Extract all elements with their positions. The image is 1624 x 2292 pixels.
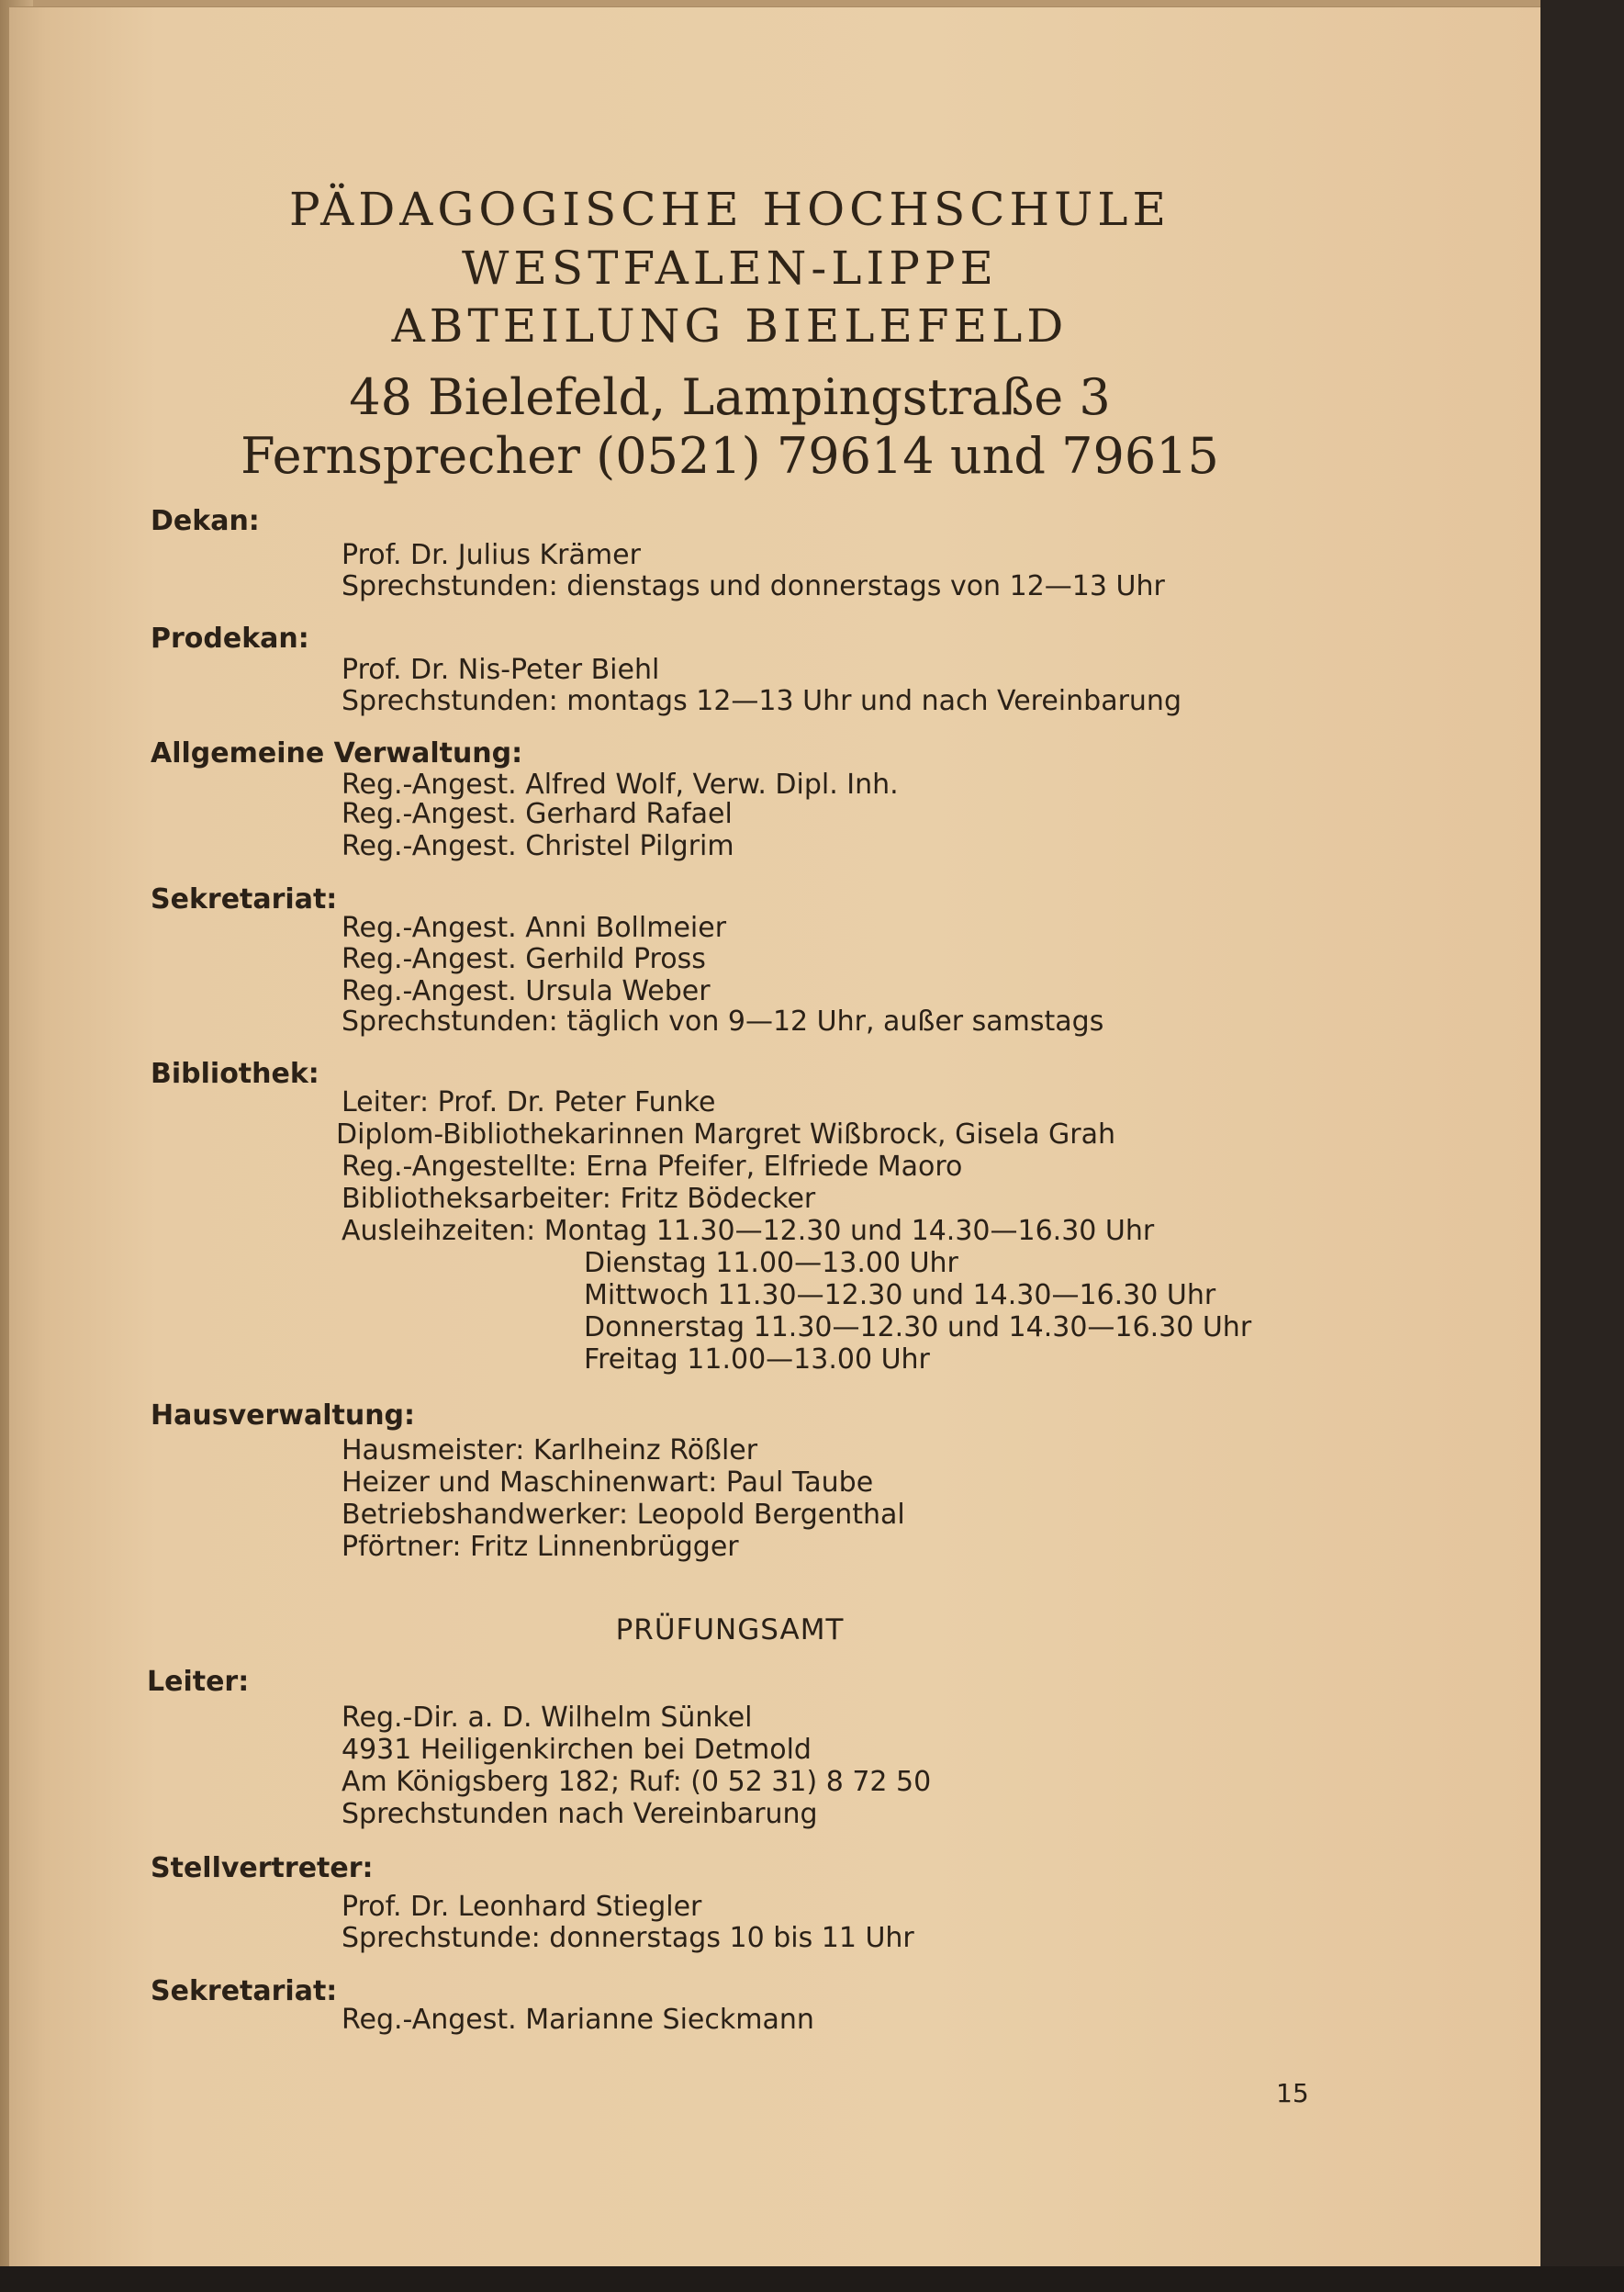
bibliothek-line: Reg.-Angestellte: Erna Pfeifer, Elfriede Maoro (342, 1151, 963, 1183)
bibliothek-time: Freitag 11.00—13.00 Uhr (584, 1343, 930, 1376)
hausverwaltung-line: Heizer und Maschinenwart: Paul Taube (342, 1466, 874, 1499)
bibliothek-line: Bibliotheksarbeiter: Fritz Bödecker (342, 1183, 816, 1215)
sekretariat-hours: Sprechstunden: täglich von 9—12 Uhr, außer samstags (342, 1006, 1104, 1038)
sekretariat-label: Sekretariat: (151, 883, 338, 916)
hausverwaltung-line: Pförtner: Fritz Linnenbrügger (342, 1531, 739, 1563)
pruefungsamt-leiter-line: Sprechstunden nach Vereinbarung (342, 1798, 818, 1830)
bibliothek-time: Donnerstag 11.30—12.30 und 14.30—16.30 Uhr (584, 1311, 1252, 1343)
institution-phone: Fernsprecher (0521) 79614 und 79615 (241, 427, 1219, 485)
pruefungsamt-leiter-line: 4931 Heiligenkirchen bei Detmold (342, 1734, 812, 1766)
pruefungsamt-stellvertreter-line: Sprechstunde: donnerstags 10 bis 11 Uhr (342, 1922, 914, 1954)
sekretariat-staff: Reg.-Angest. Ursula Weber (342, 975, 711, 1007)
institution-region: WESTFALEN-LIPPE (461, 242, 999, 295)
pruefungsamt-leiter-line: Reg.-Dir. a. D. Wilhelm Sünkel (342, 1702, 753, 1734)
prodekan-label: Prodekan: (151, 623, 309, 655)
pruefungsamt-stellvertreter-line: Prof. Dr. Leonhard Stiegler (342, 1891, 702, 1923)
prodekan-name: Prof. Dr. Nis-Peter Biehl (342, 654, 660, 686)
institution-title: PÄDAGOGISCHE HOCHSCHULE (289, 183, 1170, 236)
institution-department: ABTEILUNG BIELEFELD (391, 299, 1069, 353)
pruefungsamt-sekretariat-line: Reg.-Angest. Marianne Sieckmann (342, 2004, 814, 2036)
hausverwaltung-line: Hausmeister: Karlheinz Rößler (342, 1434, 758, 1466)
bibliothek-time: Mittwoch 11.30—12.30 und 14.30—16.30 Uhr (584, 1279, 1216, 1311)
dekan-hours: Sprechstunden: dienstags und donnerstags von 12—13 Uhr (342, 570, 1165, 602)
hausverwaltung-line: Betriebshandwerker: Leopold Bergenthal (342, 1499, 905, 1531)
verwaltung-label: Allgemeine Verwaltung: (151, 737, 523, 770)
scan-background-right (1540, 0, 1624, 2292)
pruefungsamt-leiter-line: Am Königsberg 182; Ruf: (0 52 31) 8 72 50 (342, 1766, 932, 1798)
pruefungsamt-sekretariat-label: Sekretariat: (151, 1975, 338, 2007)
bibliothek-label: Bibliothek: (151, 1058, 319, 1090)
hausverwaltung-label: Hausverwaltung: (151, 1399, 416, 1432)
institution-address: 48 Bielefeld, Lampingstraße 3 (349, 368, 1111, 426)
bibliothek-line: Leiter: Prof. Dr. Peter Funke (342, 1086, 716, 1118)
pruefungsamt-title: PRÜFUNGSAMT (615, 1613, 845, 1646)
sekretariat-staff: Reg.-Angest. Gerhild Pross (342, 943, 706, 975)
scan-background-bottom (0, 2266, 1624, 2292)
verwaltung-staff: Reg.-Angest. Christel Pilgrim (342, 830, 734, 862)
pruefungsamt-leiter-label: Leiter: (147, 1666, 250, 1698)
prodekan-hours: Sprechstunden: montags 12—13 Uhr und nach Vereinbarung (342, 685, 1182, 717)
page-number: 15 (1276, 2078, 1309, 2108)
pruefungsamt-stellvertreter-label: Stellvertreter: (151, 1852, 374, 1884)
dekan-label: Dekan: (151, 505, 260, 537)
bibliothek-line: Diplom-Bibliothekarinnen Margret Wißbrock, Gisela Grah (336, 1118, 1115, 1151)
verwaltung-staff: Reg.-Angest. Gerhard Rafael (342, 798, 733, 830)
verwaltung-staff: Reg.-Angest. Alfred Wolf, Verw. Dipl. Inh. (342, 769, 899, 801)
bibliothek-line: Ausleihzeiten: Montag 11.30—12.30 und 14.30—16.30 Uhr (342, 1215, 1155, 1247)
dekan-name: Prof. Dr. Julius Krämer (342, 539, 641, 571)
sekretariat-staff: Reg.-Angest. Anni Bollmeier (342, 912, 727, 944)
bibliothek-time: Dienstag 11.00—13.00 Uhr (584, 1247, 958, 1279)
